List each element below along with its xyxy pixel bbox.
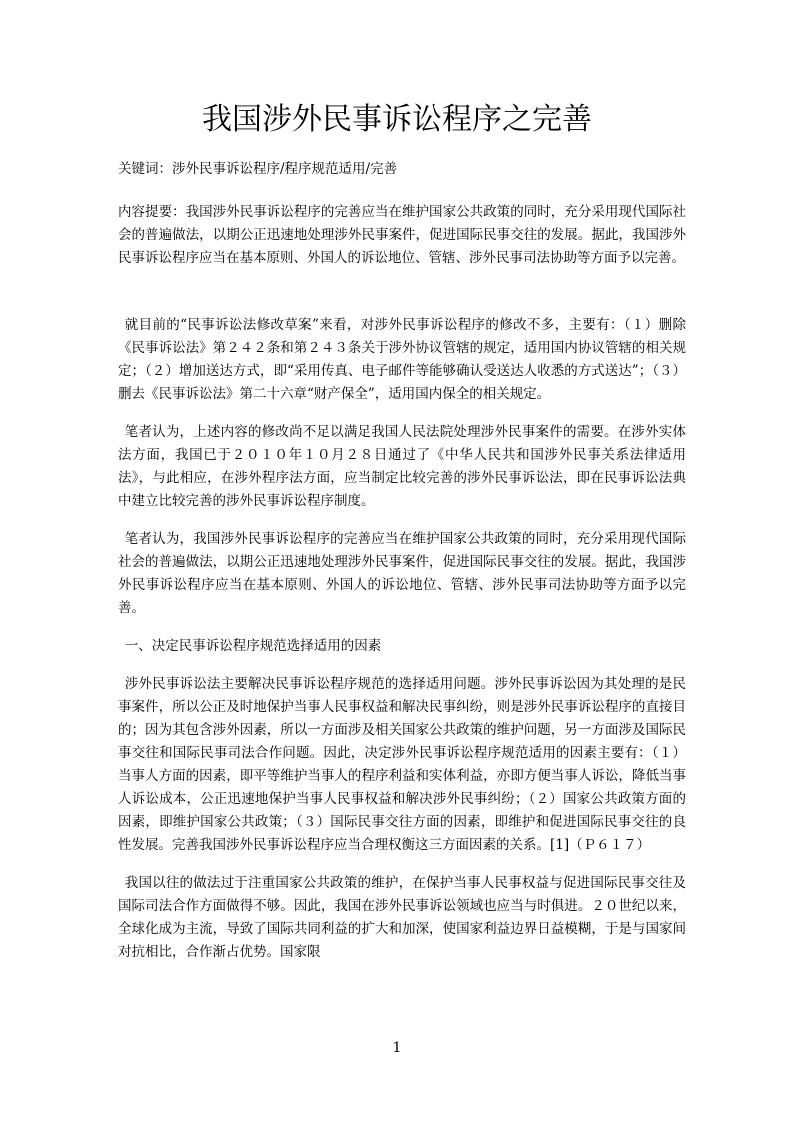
body-paragraph-2: 笔者认为，上述内容的修改尚不足以满足我国人民法院处理涉外民事案件的需要。在涉外实体法方面，我国已于２０１０年１０月２８日通过了《中华人民共和国涉外民事关系法律适用法》，与此相应，在涉外程序法方面，应当制定比较完善的涉外民事诉讼法，即在民事诉讼法典中建立比较完善的涉外民事诉讼程序制度。	[118, 424, 686, 509]
body-paragraph-1: 就目前的“民事诉讼法修改草案”来看，对涉外民事诉讼程序的修改不多，主要有：（１）删除《民事诉讼法》第２４２条和第２４３条关于涉外协议管辖的规定，适用国内协议管辖的相关规定；（２）增加送达方式，即“采用传真、电子邮件等能够确认受送达人收悉的方式送达”；（３）删去《民事诉讼法》第二十六章“财产保全”，适用国内保全的相关规定。	[118, 317, 686, 402]
section-heading: 一、决定民事诉讼程序规范选择适用的因素	[124, 638, 382, 654]
document-title: 我国涉外民事诉讼程序之完善	[202, 102, 592, 137]
keywords-line: 关键词：涉外民事诉讼程序/程序规范适用/完善	[118, 161, 398, 177]
section-paragraph-1: 涉外民事诉讼法主要解决民事诉讼程序规范的选择适用问题。涉外民事诉讼因为其处理的是民事案件，所以公正及时地保护当事人民事权益和解决民事纠纷，则是涉外民事诉讼程序的直接目的；因为其包含涉外因素，所以一方面涉及相关国家公共政策的维护问题，另一方面涉及国际民事交往和国际民事司法合作问题。因此，决定涉外民事诉讼程序规范适用的因素主要有：（１）当事人方面的因素，即平等维护当事人的程序利益和实体利益，亦即方便当事人诉讼，降低当事人诉讼成本，公正迅速地保护当事人民事权益和解决涉外民事纠纷；（２）国家公共政策方面的因素，即维护国家公共政策；（３）国际民事交往方面的因素，即维护和促进国际民事交往的良性发展。完善我国涉外民事诉讼程序应当合理权衡这三方面因素的关系。[1]（Ｐ６１７）	[118, 676, 686, 853]
document-body	[118, 158, 686, 964]
section-paragraph-2: 我国以往的做法过于注重国家公共政策的维护，在保护当事人民事权益与促进国际民事交往及国际司法合作方面做得不够。因此，我国在涉外民事诉讼领域也应当与时俱进。２０世纪以来，全球化成为主流，导致了国际共同利益的扩大和加深，使国家利益边界日益模糊，于是与国家间对抗相比，合作渐占优势。国家限	[118, 875, 686, 960]
body-paragraph-3: 笔者认为，我国涉外民事诉讼程序的完善应当在维护国家公共政策的同时，充分采用现代国际社会的普遍做法，以期公正迅速地处理涉外民事案件，促进国际民事交往的发展。据此，我国涉外民事诉讼程序应当在基本原则、外国人的诉讼地位、管辖、涉外民事司法协助等方面予以完善。	[118, 531, 686, 616]
page-number: 1	[392, 1040, 402, 1056]
abstract-paragraph: 内容提要：我国涉外民事诉讼程序的完善应当在维护国家公共政策的同时，充分采用现代国际社会的普遍做法，以期公正迅速地处理涉外民事案件，促进国际民事交往的发展。据此，我国涉外民事诉讼程序应当在基本原则、外国人的诉讼地位、管辖、涉外民事司法协助等方面予以完善。	[118, 204, 686, 266]
